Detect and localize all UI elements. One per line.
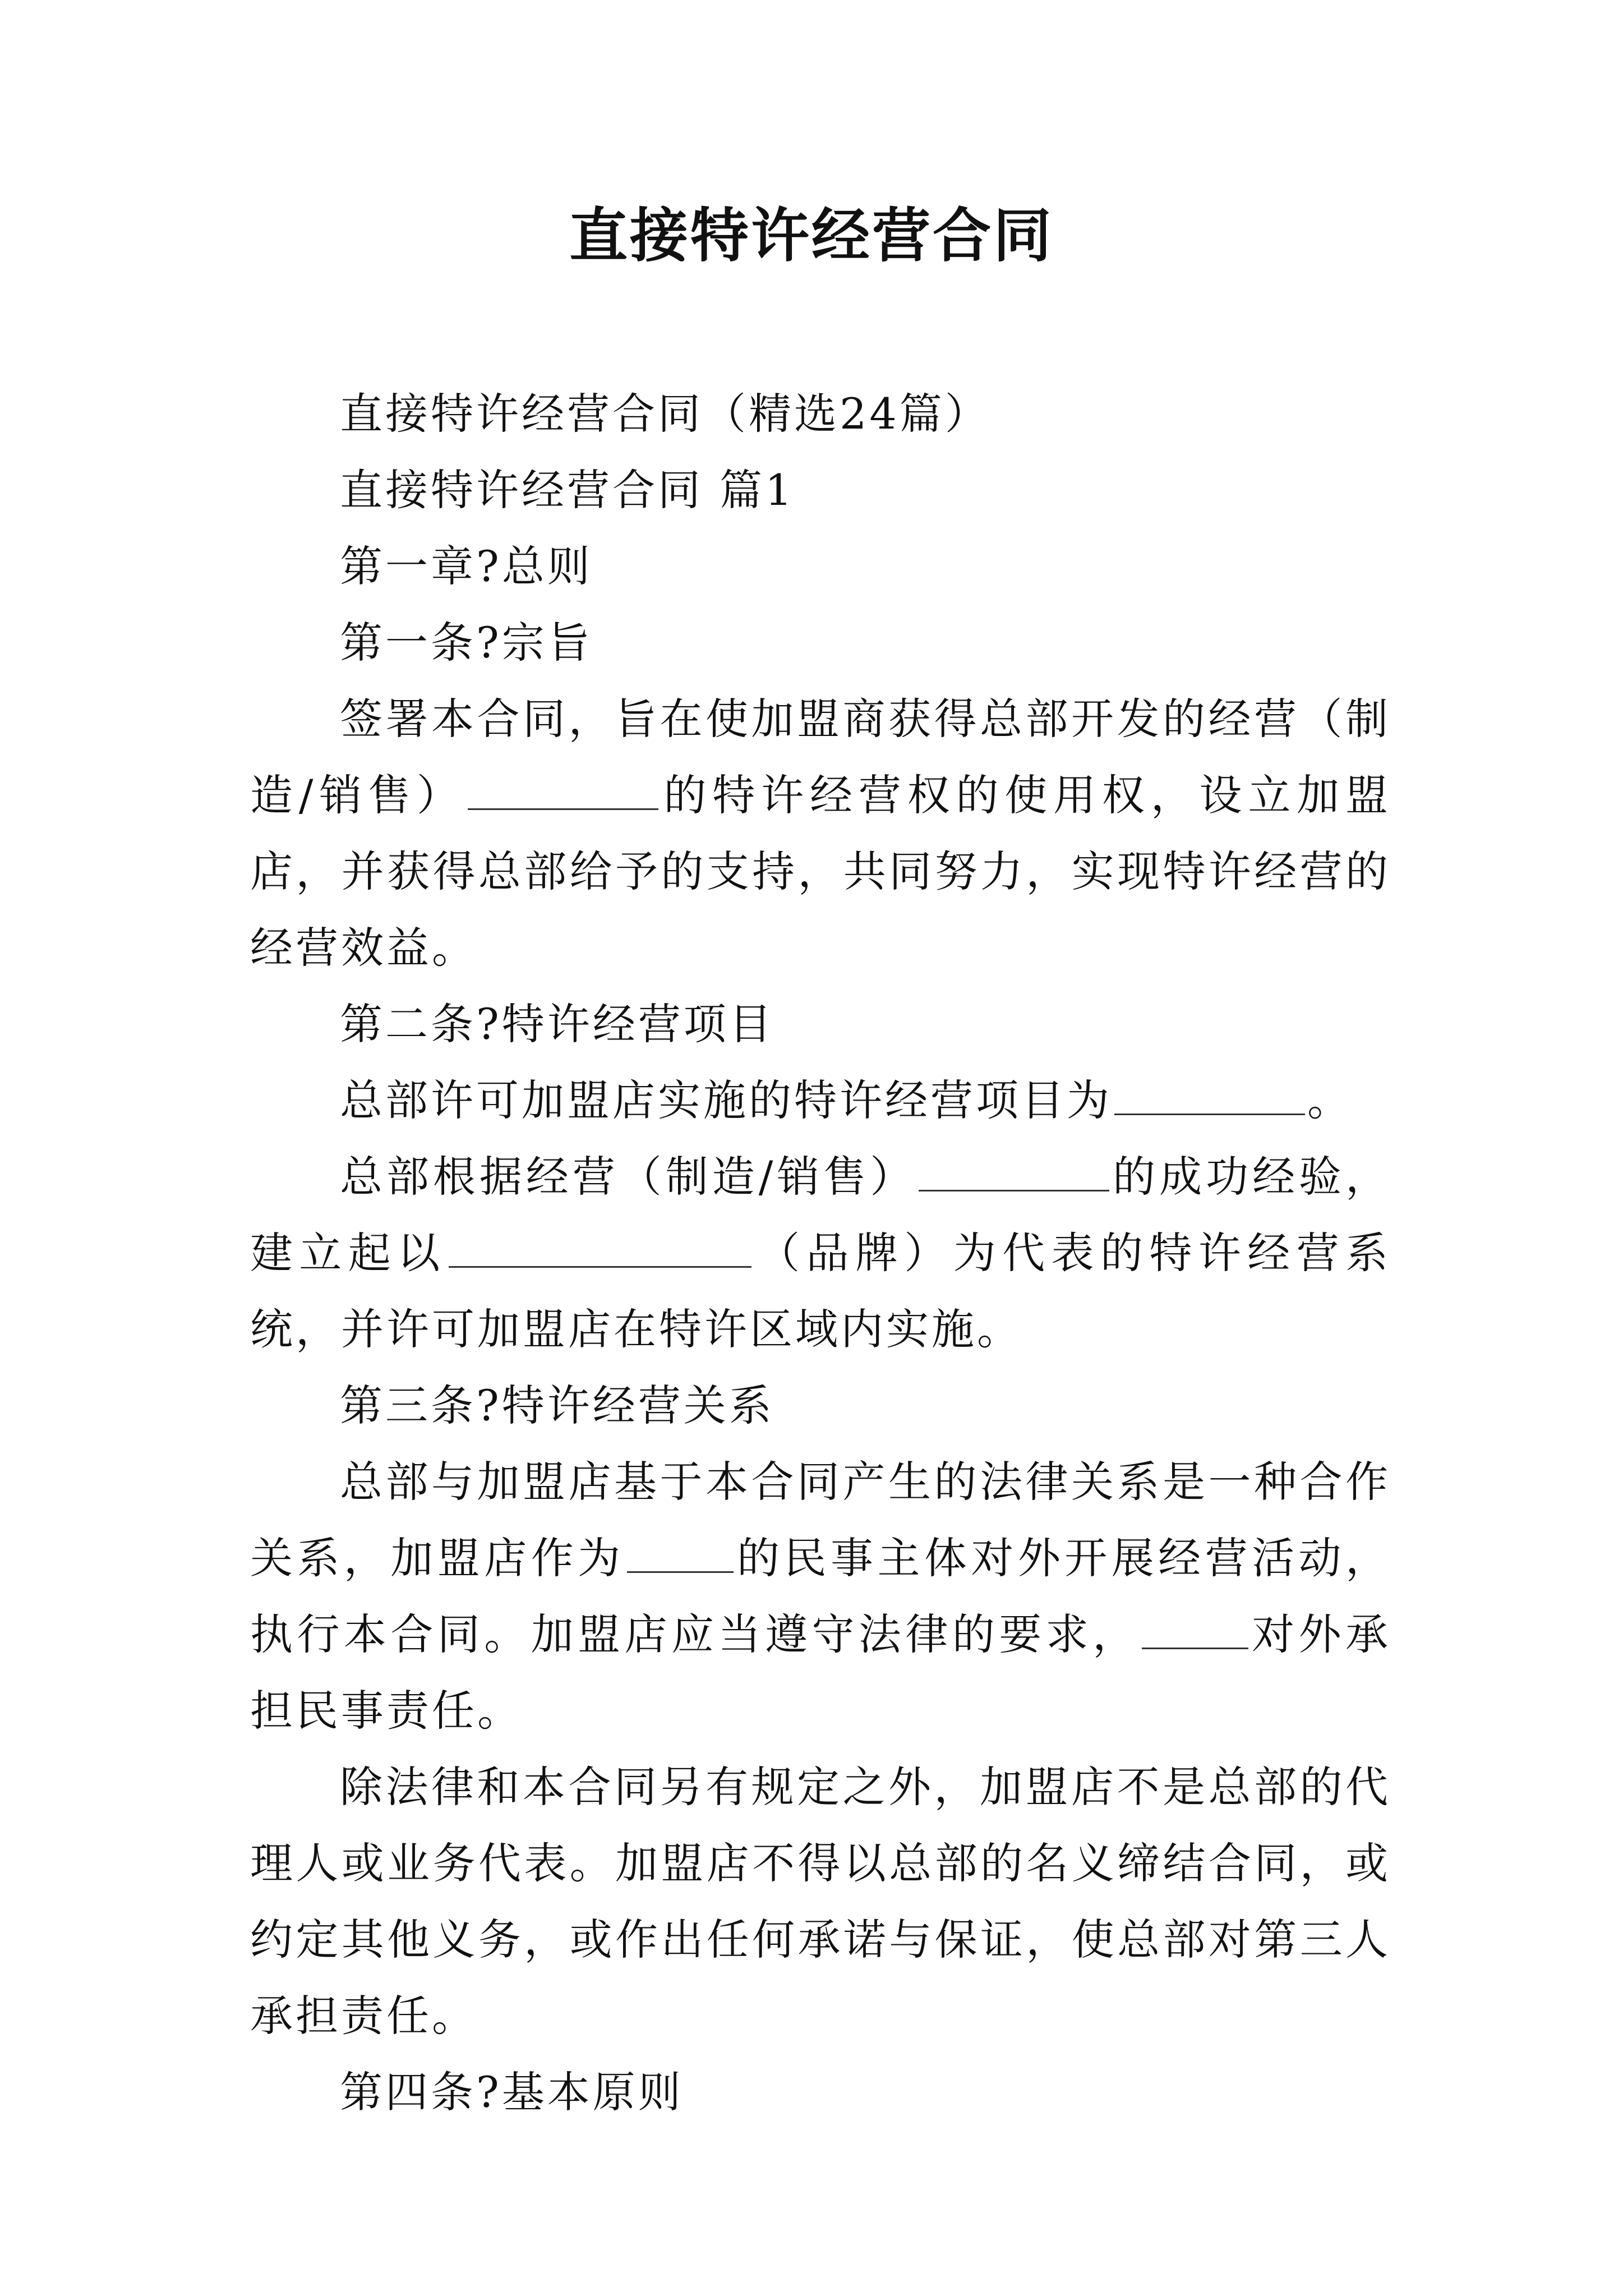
article-1-paragraph: [250, 681, 1391, 986]
article-1-text-b: 的特许经营权的使用权，设立加盟店，并获得总部给予的支持，共同努力，实现特许经营的经营效益。: [250, 770, 1391, 973]
article-3-p1-text-b: 的民事主体对外开展经营活动，执行本合同。加盟店应当遵守法律的要求，: [250, 1533, 1391, 1659]
article-3-p1-text-c: 对外承担民事责任。: [250, 1609, 1391, 1736]
article-3-p1-text-a: 总部与加盟店基于本合同产生的法律关系是一种合作关系，加盟店作为: [250, 1457, 1391, 1583]
article-2-p2-text-c: （品牌）为代表的特许经营系统，并许可加盟店在特许区域内实施。: [250, 1228, 1391, 1354]
article-2-paragraph-1: [250, 1062, 1391, 1139]
fill-in-blank[interactable]: [627, 1538, 734, 1573]
article-1-text-a: 签署本合同，旨在使加盟商获得总部开发的经营（制造/销售）: [250, 694, 1391, 820]
article-3-heading: 第三条?特许经营关系: [340, 1381, 774, 1430]
fill-in-blank[interactable]: [468, 775, 658, 810]
fill-in-blank[interactable]: [449, 1232, 751, 1268]
part-heading: 直接特许经营合同 篇1: [340, 465, 795, 515]
article-2-paragraph-2: [250, 1139, 1391, 1368]
article-4-heading: 第四条?基本原则: [340, 2067, 684, 2117]
document-subtitle: 直接特许经营合同（精选24篇）: [340, 389, 990, 439]
fill-in-blank[interactable]: [1114, 1080, 1305, 1115]
document-body: [250, 376, 1391, 2131]
article-3-paragraph-2: 除法律和本合同另有规定之外，加盟店不是总部的代理人或业务代表。加盟店不得以总部的名义缔结合同，或约定其他义务，或作出任何承诺与保证，使总部对第三人承担责任。: [250, 1762, 1391, 2041]
article-2-p2-text-a: 总部根据经营（制造/销售）: [340, 1152, 917, 1202]
fill-in-blank[interactable]: [919, 1156, 1109, 1191]
article-2-heading: 第二条?特许经营项目: [340, 999, 774, 1049]
article-3-paragraph-1: [250, 1444, 1391, 1749]
article-2-p1-text-b: 。: [1307, 1075, 1353, 1125]
article-2-p2-text-b: 的成功经验，建立起以: [250, 1152, 1391, 1278]
article-2-p1-text-a: 总部许可加盟店实施的特许经营项目为: [340, 1075, 1112, 1125]
article-1-heading: 第一条?宗旨: [340, 618, 593, 668]
fill-in-blank[interactable]: [1142, 1614, 1248, 1649]
chapter-heading: 第一章?总则: [340, 541, 593, 591]
document-title: 直接特许经营合同: [569, 201, 1054, 270]
